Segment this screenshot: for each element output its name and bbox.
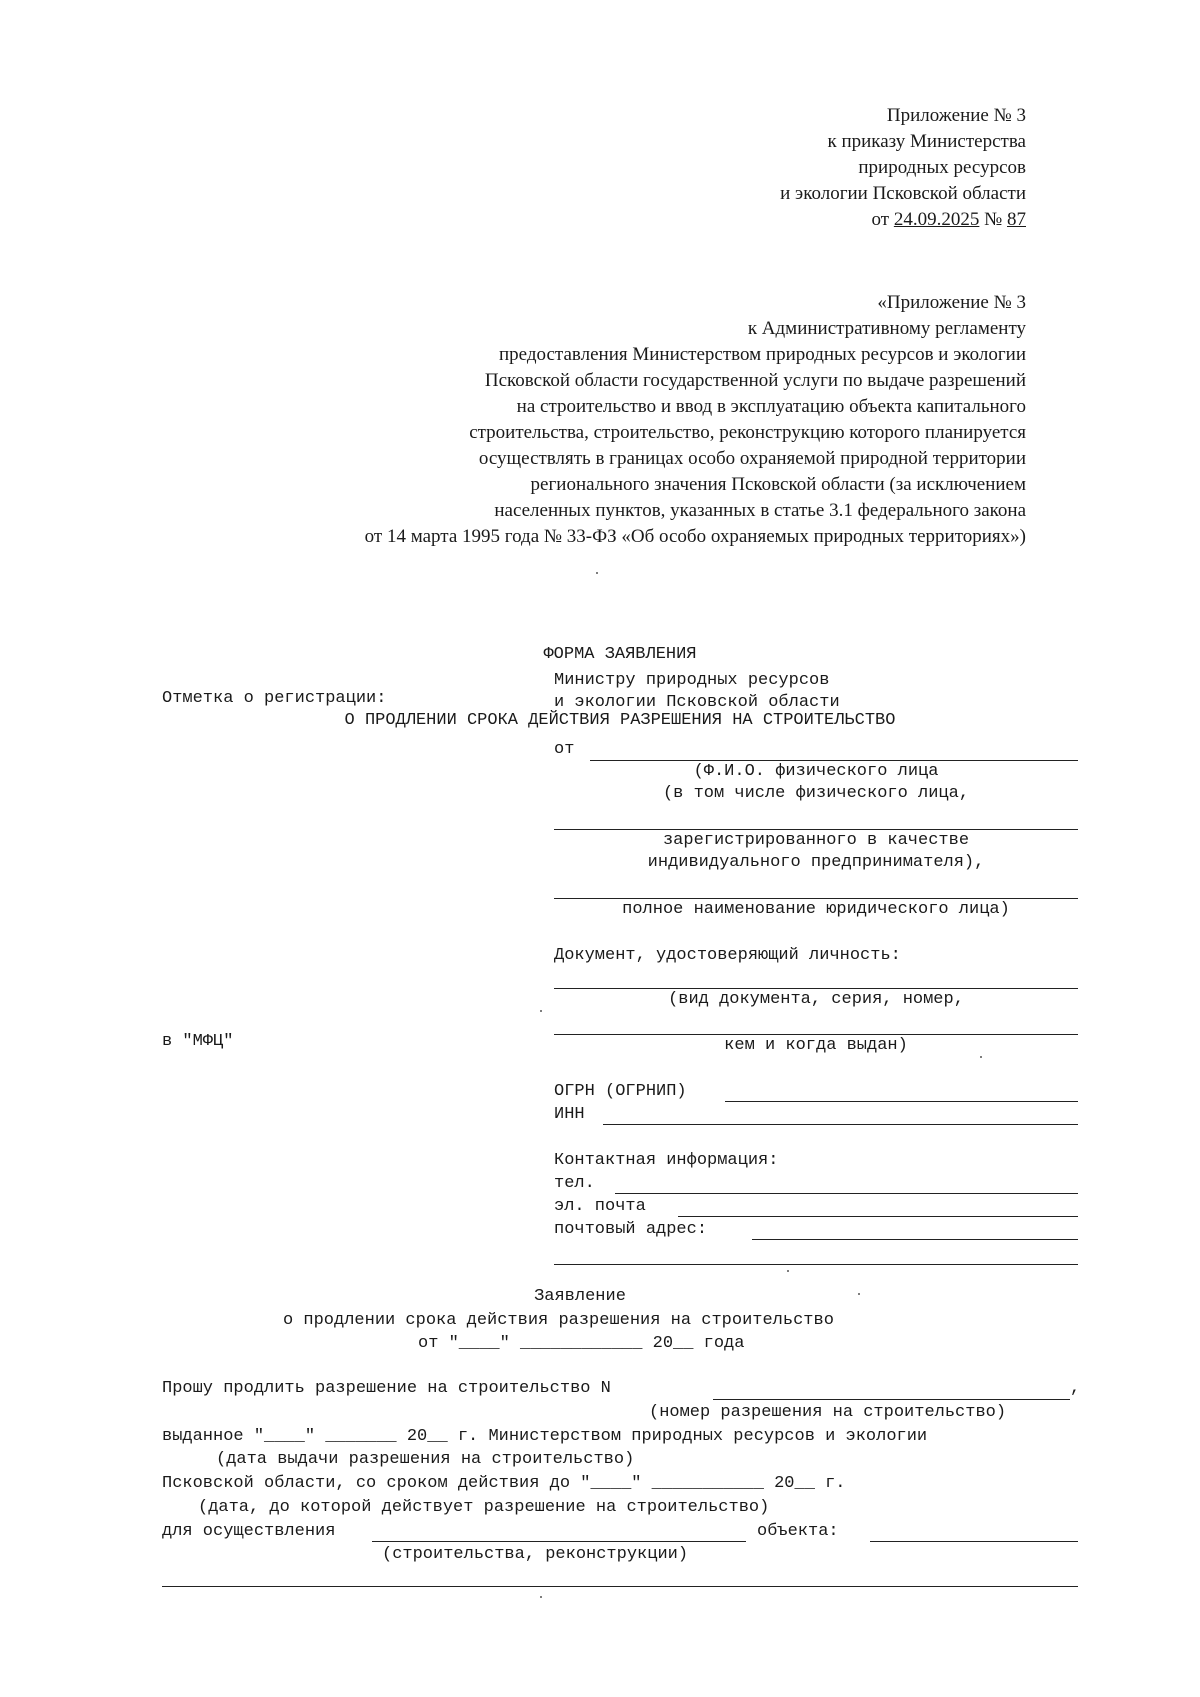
addressee-line2: и экологии Псковской области	[554, 693, 840, 712]
registration-mark: Отметка о регистрации:	[162, 689, 387, 708]
order-number: 87	[1007, 209, 1026, 230]
doc-label: Документ, удостоверяющий личность:	[554, 946, 901, 965]
number-prefix: №	[979, 209, 1007, 230]
regulation-annex-line: на строительство и ввод в эксплуатацию объекта капитального	[516, 396, 1026, 417]
order-annex	[426, 103, 1026, 233]
scan-speck	[540, 1596, 542, 1598]
scan-speck	[980, 1056, 982, 1058]
regulation-annex-line: строительства, строительство, реконструкцию которого планируется	[469, 422, 1026, 443]
order-annex-line: природных ресурсов	[858, 157, 1026, 178]
addressee-line1: Министру природных ресурсов	[554, 671, 830, 690]
scan-speck	[540, 1010, 542, 1012]
regulation-annex-line: «Приложение № 3	[877, 292, 1026, 313]
statement-subtitle: о продлении срока действия разрешения на строительство	[283, 1311, 834, 1330]
statement-title	[160, 1286, 1080, 1308]
order-annex-line: и экологии Псковской области	[780, 183, 1026, 204]
tel-label: тел.	[554, 1174, 595, 1193]
ogrn-field[interactable]	[725, 1101, 1078, 1102]
request-label: Прошу продлить разрешение на строительство N	[162, 1379, 611, 1398]
regulation-annex-line: предоставления Министерством природных ресурсов и экологии	[499, 344, 1026, 365]
object-field-2[interactable]	[162, 1586, 1078, 1587]
fio-hint: (в том числе физического лица,	[662, 784, 970, 803]
fio-hint: полное наименование юридического лица)	[622, 900, 1010, 919]
ogrn-label: ОГРН (ОГРНИП)	[554, 1082, 687, 1101]
hint-purpose: (строительства, реконструкции)	[382, 1545, 689, 1564]
inn-label: ИНН	[554, 1105, 585, 1124]
fio-hint: (Ф.И.О. физического лица	[693, 762, 939, 781]
doc-hint: кем и когда выдан)	[724, 1036, 908, 1055]
form-title-line2: О ПРОДЛЕНИИ СРОКА ДЕЙСТВИЯ РАЗРЕШЕНИЯ НА СТРОИТЕЛЬСТВО	[344, 711, 896, 730]
order-date: 24.09.2025	[893, 209, 980, 230]
order-annex-line: Приложение № 3	[886, 105, 1026, 126]
postal-field-2[interactable]	[554, 1264, 1078, 1265]
regulation-annex-line: населенных пунктов, указанных в статье 3.1 федерального закона	[494, 500, 1026, 521]
from-label: от	[554, 740, 575, 759]
inn-field[interactable]	[603, 1124, 1078, 1125]
regulation-annex-line: регионального значения Псковской области (за исключением	[530, 474, 1026, 495]
regulation-annex	[126, 290, 1026, 550]
scan-speck	[596, 572, 598, 574]
issued-line[interactable]: выданное "____" _______ 20__ г. Министерством природных ресурсов и экологии	[162, 1427, 928, 1446]
fio-hint: зарегистрированного в качестве	[662, 831, 970, 850]
regulation-annex-line: от 14 марта 1995 года № 33-ФЗ «Об особо охраняемых природных территориях»)	[364, 526, 1026, 547]
doc-hint: (вид документа, серия, номер,	[668, 990, 964, 1009]
purpose-label: для осуществления	[162, 1522, 336, 1541]
regulation-annex-line: к Административному регламенту	[747, 318, 1026, 339]
hint-validity: (дата, до которой действует разрешение на строительство)	[198, 1498, 770, 1517]
regulation-annex-line: осуществлять в границах особо охраняемой природной территории	[478, 448, 1026, 469]
email-label: эл. почта	[554, 1197, 646, 1216]
object-field[interactable]	[870, 1541, 1078, 1542]
validity-line[interactable]: Псковской области, со сроком действия до "____" ___________ 20__ г.	[162, 1474, 846, 1493]
postal-field[interactable]	[752, 1239, 1078, 1240]
statement-date[interactable]: от "____" ____________ 20__ года	[418, 1334, 745, 1353]
permit-number-field[interactable]	[713, 1399, 1070, 1400]
regulation-annex-line: Псковской области государственной услуги по выдаче разрешений	[484, 370, 1026, 391]
object-label: объекта:	[757, 1522, 839, 1541]
tel-field[interactable]	[615, 1193, 1078, 1194]
postal-label: почтовый адрес:	[554, 1220, 708, 1239]
order-annex-date-line	[426, 207, 1026, 233]
contact-label: Контактная информация:	[554, 1151, 779, 1170]
hint-issue-date: (дата выдачи разрешения на строительство)	[216, 1450, 635, 1469]
order-annex-line: к приказу Министерства	[827, 131, 1026, 152]
request-comma: ,	[1070, 1379, 1081, 1398]
purpose-field[interactable]	[372, 1541, 746, 1542]
statement-title-text: Заявление	[534, 1287, 626, 1306]
scan-speck	[858, 1293, 860, 1295]
email-field[interactable]	[678, 1216, 1078, 1217]
mfc-label: в "МФЦ"	[162, 1032, 234, 1051]
scan-speck	[787, 1270, 789, 1272]
form-title-line1: ФОРМА ЗАЯВЛЕНИЯ	[543, 645, 697, 664]
hint-permit-number: (номер разрешения на строительство)	[649, 1403, 1007, 1422]
fio-hint: индивидуального предпринимателя),	[647, 853, 985, 872]
date-prefix: от	[871, 209, 894, 230]
